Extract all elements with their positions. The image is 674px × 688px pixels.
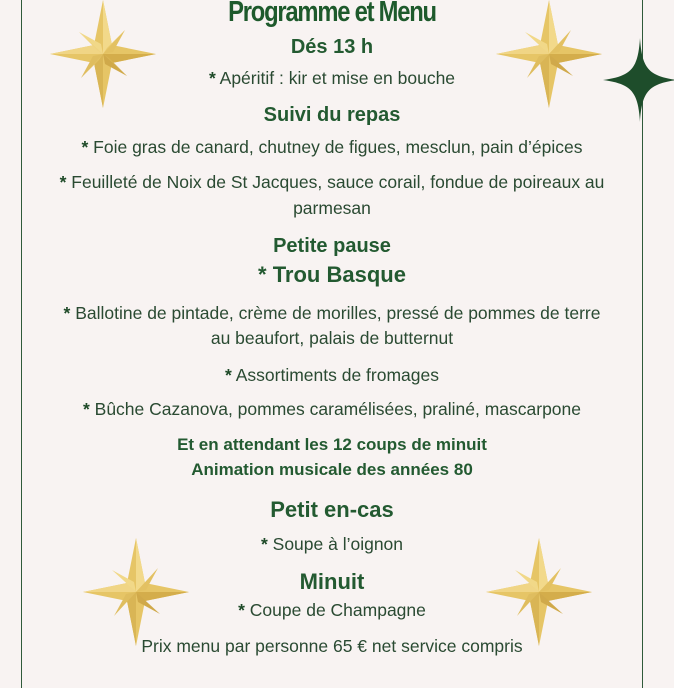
bullet: * — [238, 600, 245, 620]
menu-item — [22, 137, 642, 158]
price-line: Prix menu par personne 65 € net service compris — [141, 636, 523, 656]
animation-line-2: Animation musicale des années 80 — [191, 460, 473, 479]
start-time: Dés 13 h — [290, 36, 374, 58]
item-text: Feuilleté de Noix de St Jacques, sauce corail, fondue de poireaux au — [71, 172, 605, 192]
section-heading-encas: Petit en-cas — [270, 497, 394, 522]
item-text: Foie gras de canard, chutney de figues, mesclun, pain d’épices — [93, 137, 583, 157]
item-text: Apéritif : kir et mise en bouche — [219, 68, 456, 88]
item-text: Assortiments de fromages — [235, 365, 439, 385]
bullet: * — [260, 534, 268, 554]
menu-item — [22, 534, 642, 555]
menu-item — [22, 303, 642, 324]
menu-item — [22, 365, 642, 386]
bullet: * — [82, 399, 90, 419]
section-subheading-trou-basque: * Trou Basque — [258, 262, 406, 287]
item-text: Ballotine de pintade, crème de morilles, pressé de pommes de terre — [75, 303, 601, 323]
bullet: * — [59, 172, 67, 192]
item-text: Bûche Cazanova, pommes caramélisées, praliné, mascarpone — [94, 399, 582, 419]
item-text: Soupe à l’oignon — [272, 534, 404, 554]
bullet: * — [81, 137, 89, 157]
item-text: Coupe de Champagne — [249, 600, 426, 620]
bullet: * — [208, 68, 216, 88]
animation-line-1: Et en attendant les 12 coups de minuit — [177, 435, 487, 454]
section-heading-suivi: Suivi du repas — [263, 104, 401, 126]
menu-item-continued: au beaufort, palais de butternut — [210, 328, 454, 348]
menu-item — [22, 600, 642, 621]
bullet: * — [63, 303, 71, 323]
section-heading-pause: Petite pause — [273, 235, 391, 257]
section-heading-minuit: Minuit — [299, 569, 365, 594]
menu-item-continued: parmesan — [293, 198, 371, 218]
bullet: * — [225, 365, 232, 385]
menu-item — [22, 172, 642, 193]
menu-item-aperitif — [22, 68, 642, 89]
menu-item — [22, 399, 642, 420]
page-title: Programme et Menu — [228, 0, 436, 28]
